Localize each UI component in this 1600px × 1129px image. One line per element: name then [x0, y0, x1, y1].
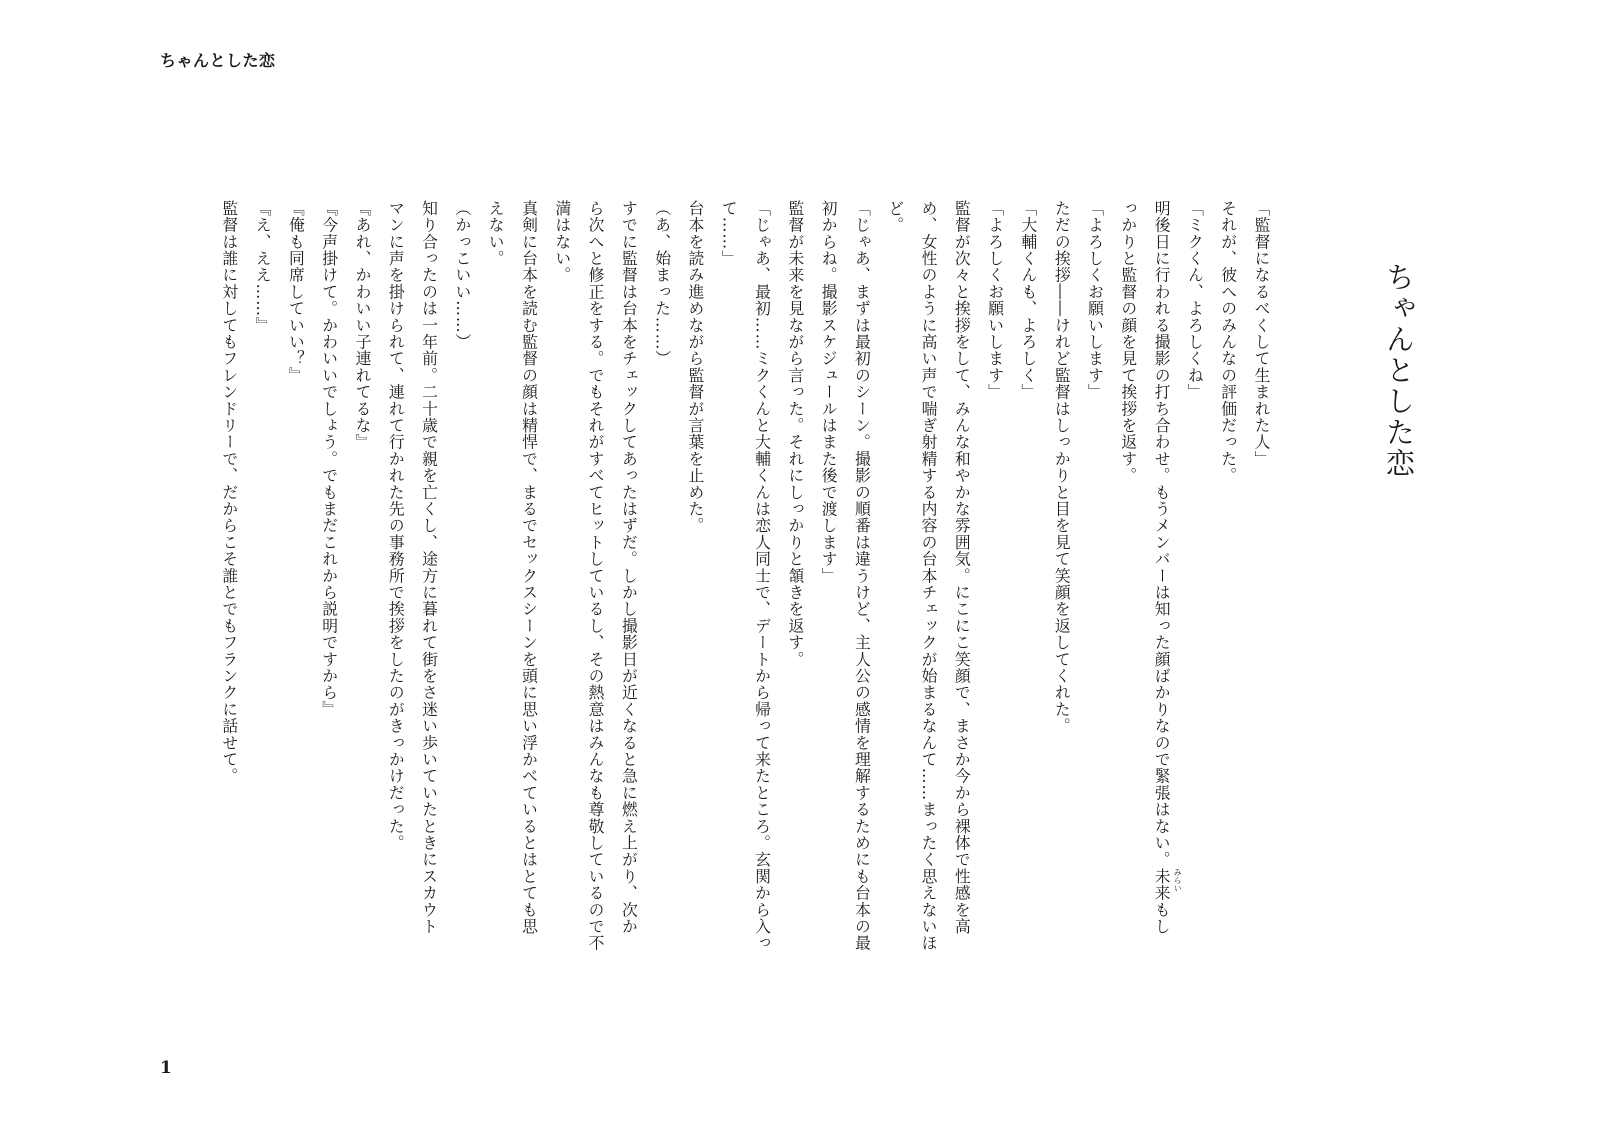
- chapter-title: ちゃんとした恋: [1382, 262, 1416, 479]
- text-line: （かっこいい……）: [452, 200, 472, 351]
- text-line: 満はない。: [552, 200, 572, 284]
- text-line: 知り合ったのは一年前。二十歳で親を亡くし、途方に暮れて街をさ迷い歩いていたときにスカウト: [419, 200, 439, 935]
- text-line: 『え、ええ……』: [253, 200, 273, 334]
- text-line: 「よろしくお願いします」: [1085, 200, 1105, 401]
- text-line: ら次へと修正をする。でもそれがすべてヒットしているし、その熱意はみんなも尊敬しているので不: [586, 200, 606, 952]
- ruby-base: 未来: [1152, 868, 1172, 902]
- running-header-title: ちゃんとした恋: [160, 51, 276, 70]
- text-line: すでに監督は台本をチェックしてあったはずだ。しかし撮影日が近くなると急に燃え上がり、次か: [619, 200, 639, 935]
- text-line: ど。: [885, 200, 905, 234]
- text-line: 「大輔くんも、よろしく」: [1018, 200, 1038, 401]
- text-line: 「監督になるべくして生まれた人」: [1252, 200, 1271, 468]
- text-line: 台本を読み進めながら監督が言葉を止めた。: [685, 200, 705, 534]
- text-line: 「ミクくん、よろしくね」: [1185, 200, 1205, 401]
- text-line: 『今声掛けて。かわいいでしょう。でもまだこれから説明ですから』: [319, 200, 339, 718]
- text-line: [1145, 200, 1183, 935]
- text-line: 「よろしくお願いします」: [985, 200, 1005, 401]
- text-line: 「じゃあ、最初……ミクくんと大輔くんは恋人同士で、デートから帰って来たところ。玄関から入っ: [752, 200, 772, 952]
- text-line: 『俺も同席していい？』: [286, 200, 306, 384]
- text-line: 初からね。撮影スケジュールはまた後で渡します」: [819, 200, 839, 585]
- text-line: 監督が次々と挨拶をして、みんな和やかな雰囲気。にこにこ笑顔で、まさか今から裸体で性感を高: [952, 200, 972, 935]
- ruby-word: [1152, 868, 1183, 902]
- text-line: め、女性のように高い声で喘ぎ射精する内容の台本チェックが始まるなんて……まったく思えないほ: [919, 200, 939, 952]
- text-segment: もし: [1152, 901, 1172, 935]
- text-line: 「じゃあ、まずは最初のシーン。撮影の順番は違うけど、主人公の感情を理解するためにも台本の最: [852, 200, 872, 952]
- text-line: マンに声を掛けられて、連れて行かれた先の事務所で挨拶をしたのがきっかけだった。: [386, 200, 406, 852]
- text-segment: 明後日に行われる撮影の打ち合わせ。もうメンバーは知った顔ばかりなので緊張はない。: [1152, 200, 1172, 868]
- text-line: （あ、始まった……）: [652, 200, 672, 367]
- text-line: 監督が未来を見ながら言った。それにしっかりと頷きを返す。: [785, 200, 805, 668]
- text-line: 『あれ、かわいい子連れてるな』: [352, 200, 372, 451]
- text-line: ただの挨拶――けれど監督はしっかりと目を見て笑顔を返してくれた。: [1052, 200, 1072, 735]
- text-line: それが、彼へのみんなの評価だった。: [1218, 200, 1238, 484]
- text-line: て……」: [719, 200, 739, 267]
- text-line: 真剣に台本を読む監督の顔は精悍で、まるでセックスシーンを頭に思い浮かべているとはとても思: [519, 200, 539, 935]
- text-line: えない。: [486, 200, 506, 267]
- body-text: [213, 200, 1279, 952]
- ruby-reading: みらい: [1173, 868, 1183, 892]
- text-line: 監督は誰に対してもフレンドリーで、だからこそ誰とでもフランクに話せて。: [219, 200, 239, 785]
- page-number: 1: [160, 1058, 172, 1078]
- text-line: っかりと監督の顔を見て挨拶を返す。: [1118, 200, 1138, 484]
